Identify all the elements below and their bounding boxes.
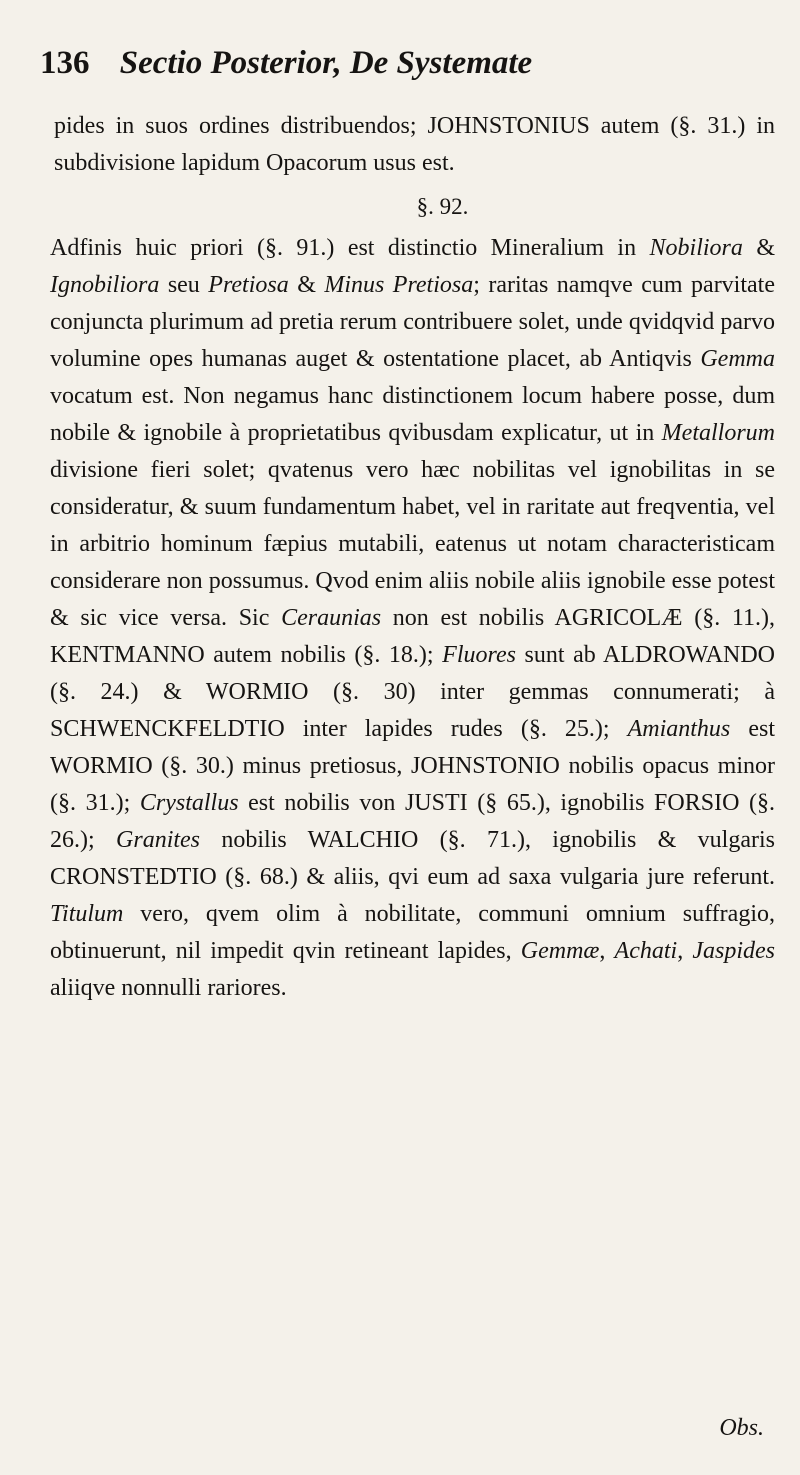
text-run: est nobilis von JUSTI (§ 65.), ignobilis FORSIO (§. 26.); — [50, 790, 775, 853]
text-run: , — [677, 938, 693, 964]
text-run: sunt ab ALDROWANDO (§. 24.) & WORMIO (§. 30) inter gemmas connumerati; à SCHWENCKFELDTIO inter lapides rudes (§. 25.); — [50, 642, 775, 742]
italic-term: Jaspides — [692, 938, 775, 964]
italic-term: Gemmæ — [520, 938, 600, 964]
italic-term: Titulum — [50, 901, 124, 927]
italic-term: Ceraunias — [281, 605, 382, 631]
italic-term: Crystallus — [139, 790, 239, 816]
italic-term: Minus Pretiosa — [324, 272, 474, 298]
italic-term: Metallorum — [661, 420, 775, 446]
text-run: seu — [159, 272, 209, 298]
text-run: est WORMIO (§. 30.) minus pretiosus, JOHNSTONIO nobilis opacus minor (§. 31.); — [50, 716, 775, 816]
text-run: non est nobilis AGRICOLÆ (§. 11.), KENTMANNO autem nobilis (§. 18.); — [50, 605, 775, 668]
running-head — [40, 45, 760, 95]
italic-term: Gemma — [700, 346, 775, 372]
section-heading: §. 92. — [416, 194, 469, 219]
text-run: & — [742, 235, 775, 261]
text-run: divisione fieri solet; qvatenus vero hæc nobilitas vel ignobilitas in se consideratur, & suum fundamentum habet, vel in raritate aut freqventia, vel in arbitrio hominum fæpius mutabili, eatenus ut notam characteristicam considerare non possumus. Qvod enim aliis nobile aliis ignobile esse potest & sic vice versa. Sic — [50, 457, 775, 631]
text-run: nobilis WALCHIO (§. 71.), ignobilis & vulgaris CRONSTEDTIO (§. 68.) & aliis, qvi eum ad saxa vulgaria jure referunt. — [50, 827, 775, 890]
text-run: , — [599, 938, 615, 964]
italic-term: Pretiosa — [208, 272, 289, 298]
main-paragraph — [50, 230, 775, 1007]
italic-term: Fluores — [442, 642, 516, 668]
italic-term: Achati — [614, 938, 678, 964]
text-run: & — [288, 272, 325, 298]
text-run: vero, qvem olim à nobilitate, communi omnium suffragio, obtinuerunt, nil impedit qvin retineant lapides, — [50, 901, 775, 964]
text-run: aliiqve nonnulli rariores. — [50, 975, 287, 1001]
text-run: Adfinis huic priori (§. 91.) est distinctio Mineralium in — [50, 235, 650, 261]
text-run: ; raritas namqve cum parvitate conjuncta plurimum ad pretia rerum contribuere solet, unde qvidqvid parvo volumine opes humanas auget & ostentatione placet, ab Antiqvis — [50, 272, 775, 372]
page-number: 136 — [40, 45, 90, 81]
italic-term: Granites — [116, 827, 201, 853]
catchword: Obs. — [719, 1415, 764, 1441]
text-run: vocatum est. Non negamus hanc distinctionem locum habere posse, dum nobile & ignobile à proprietatibus qvibusdam explicatur, ut in — [50, 383, 775, 446]
carry-over-paragraph: pides in suos ordines distribuendos; JOHNSTONIUS autem (§. 31.) in subdivisione lapidum Opacorum usus est. — [54, 113, 775, 176]
body-text — [50, 108, 775, 1007]
italic-term: Amianthus — [627, 716, 731, 742]
running-title: Sectio Posterior, De Systemate — [119, 45, 533, 81]
italic-term: Ignobiliora — [50, 272, 160, 298]
italic-term: Nobiliora — [649, 235, 743, 261]
